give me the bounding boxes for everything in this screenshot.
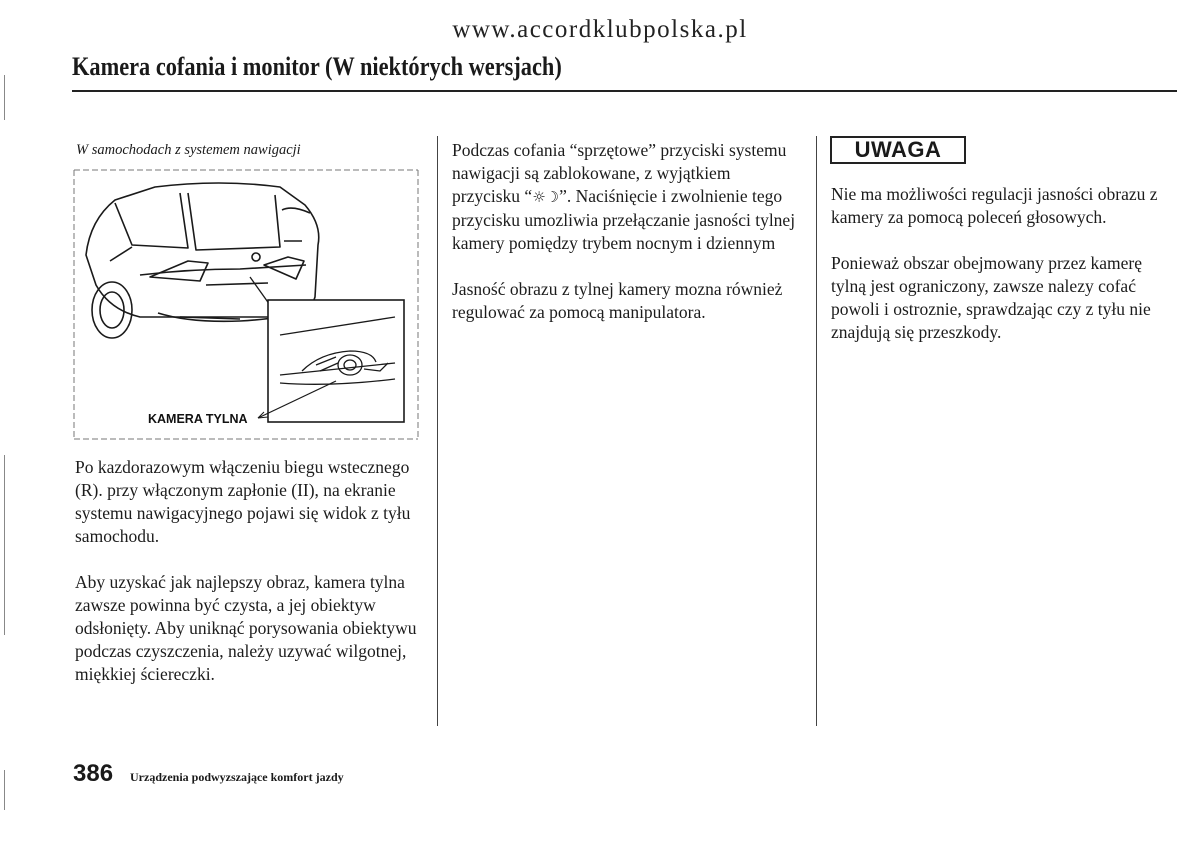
site-url: www.accordklubpolska.pl bbox=[452, 16, 748, 43]
rear-camera-drawing bbox=[70, 165, 422, 443]
margin-mark-middle bbox=[4, 455, 5, 635]
margin-mark-top bbox=[4, 75, 5, 120]
column-1-text bbox=[75, 456, 425, 686]
footer-section-label: Urządzenia podwyzszające komfort jazdy bbox=[130, 770, 344, 784]
paragraph-camera-cleaning: Aby uzyskać jak najlepszy obraz, kamera tylna zawsze powinna być czysta, a jej obiektyw odsłonięty. Aby uniknąć porysowania obiektywu podczas czyszczenia, należy uzywać wilgotnej, miękkiej ściereczki. bbox=[75, 572, 417, 684]
paragraph-limited-view: Ponieważ obszar obejmowany przez kamerę tylną jest ograniczony, zawsze nalezy cofać powoli i ostroznie, sprawdzając czy z tyłu nie znajdują się przeszkody. bbox=[831, 253, 1151, 342]
column-divider-right bbox=[816, 136, 817, 726]
warning-box bbox=[830, 136, 966, 164]
column-2-text bbox=[452, 139, 802, 324]
paragraph-buttons-locked-start: Podczas cofania “sprzętowe” przyciski systemu nawigacji są zablokowane, z wyjątkiem przycisku “ bbox=[452, 140, 787, 206]
page-title: Kamera cofania i monitor (W niektórych wersjach) bbox=[72, 52, 562, 81]
figure-caption: W samochodach z systemem nawigacji bbox=[76, 142, 301, 158]
moon-icon: ☽ bbox=[545, 188, 560, 206]
margin-mark-bottom bbox=[4, 770, 5, 810]
column-divider-left bbox=[437, 136, 438, 726]
callout-label: KAMERA TYLNA bbox=[148, 412, 248, 426]
paragraph-voice-commands: Nie ma możliwości regulacji jasności obrazu z kamery za pomocą poleceń głosowych. bbox=[831, 184, 1158, 227]
column-3-text bbox=[831, 183, 1176, 344]
title-rule bbox=[72, 90, 1177, 92]
rear-camera-illustration bbox=[70, 165, 422, 443]
paragraph-reverse-gear: Po kazdorazowym włączeniu biegu wstecznego (R). przy włączonym zapłonie (II), na ekranie systemu nawigacyjnego pojawi się widok z tyłu samochodu. bbox=[75, 457, 411, 546]
paragraph-buttons-locked-end: ”. Naciśnięcie i zwolnienie tego przycisku umozliwia przełączanie jasności tylnej kamery pomiędzy trybem nocnym i dziennym bbox=[452, 186, 796, 253]
warning-label: UWAGA bbox=[854, 137, 942, 162]
page-number: 386 bbox=[73, 760, 114, 787]
paragraph-brightness-manipulator: Jasność obrazu z tylnej kamery mozna również regulować za pomocą manipulatora. bbox=[452, 279, 783, 322]
sun-icon: ☼ bbox=[532, 188, 546, 206]
paragraph-buttons-locked bbox=[452, 139, 802, 255]
